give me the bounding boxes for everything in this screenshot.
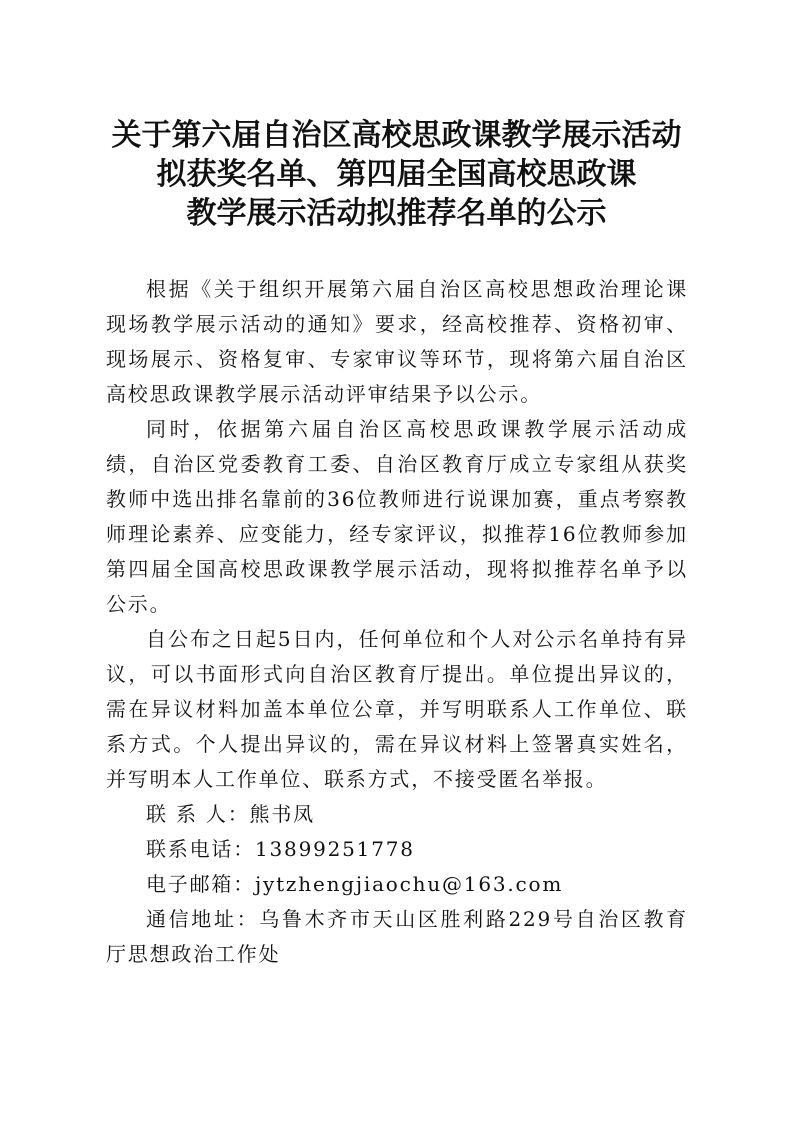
contact-address-line [106, 902, 688, 972]
document-title [60, 116, 733, 233]
contact-phone-value: 13899251778 [255, 837, 415, 861]
paragraph-basis: 根据《关于组织开展第六届自治区高校思想政治理论课现场教学展示活动的通知》要求，经高校推荐、资格初审、现场展示、资格复审、专家审议等环节，现将第六届自治区高校思政课教学展示活动评审结果予以公示。 [106, 277, 688, 406]
contact-person-value: 熊书凤 [249, 802, 315, 826]
contact-email-label: 电子邮箱： [146, 872, 255, 896]
contact-person-line [106, 797, 688, 832]
contact-phone-line [106, 832, 688, 867]
document-body [106, 272, 688, 972]
contact-email-line [106, 867, 688, 902]
title-line-2: 拟获奖名单、第四届全国高校思政课 [156, 157, 637, 192]
paragraph-objection: 自公布之日起5日内，任何单位和个人对公示名单持有异议，可以书面形式向自治区教育厅提出。单位提出异议的，需在异议材料加盖本单位公章，并写明联系人工作单位、联系方式。个人提出异议的，需在异议材料上签署真实姓名，并写明本人工作单位、联系方式，不接受匿名举报。 [106, 627, 688, 791]
contact-phone-label: 联系电话： [146, 837, 255, 861]
title-line-1: 关于第六届自治区高校思政课教学展示活动 [111, 118, 682, 153]
title-line-3: 教学展示活动拟推荐名单的公示 [186, 196, 607, 231]
contact-email-value: jytzhengjiaochu@163.com [255, 872, 564, 896]
contact-person-label: 联 系 人： [146, 802, 250, 826]
paragraph-recommendation: 同时，依据第六届自治区高校思政课教学展示活动成绩，自治区党委教育工委、自治区教育厅成立专家组从获奖教师中选出排名靠前的36位教师进行说课加赛，重点考察教师理论素养、应变能力，经专家评议，拟推荐16位教师参加第四届全国高校思政课教学展示活动，现将拟推荐名单予以公示。 [106, 417, 688, 616]
contact-address-label: 通信地址： [146, 907, 260, 931]
contact-address-value: 乌鲁木齐市天山区胜利路229号自治区教育厅思想政治工作处 [106, 907, 688, 966]
